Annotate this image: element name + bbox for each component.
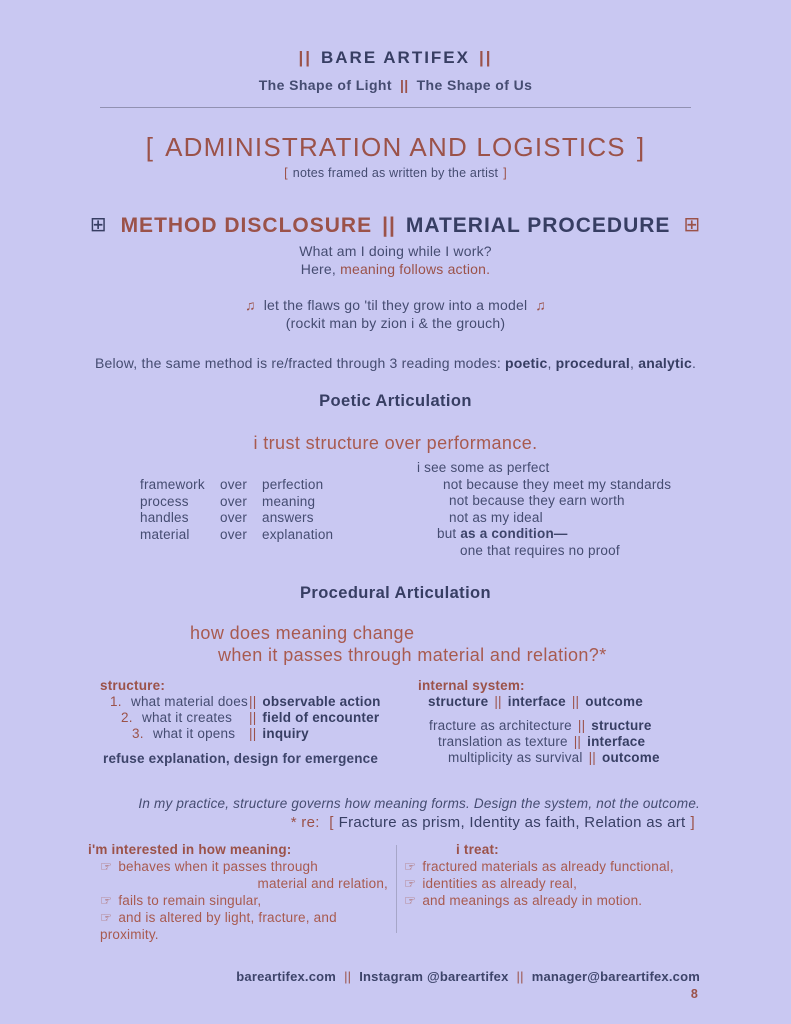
footer-separator: || xyxy=(344,969,352,984)
procedural-question xyxy=(0,623,791,666)
re-label: * re: xyxy=(290,814,320,831)
item-result: inquiry xyxy=(262,726,309,741)
item-text: what it opens xyxy=(153,726,236,741)
internal-system-column xyxy=(418,678,660,766)
header-divider xyxy=(100,107,691,108)
pair-over: over xyxy=(220,493,248,509)
brand-title: BARE ARTIFEX xyxy=(321,48,470,67)
answer-prefix: Here, xyxy=(300,261,336,277)
grid-icon-left: ⊞ xyxy=(89,214,108,236)
verse-line: i see some as perfect xyxy=(417,460,550,475)
comma: , xyxy=(630,355,635,371)
mode-procedural: procedural xyxy=(555,355,631,371)
item-result: field of encounter xyxy=(262,710,380,725)
modes-intro: Below, the same method is re/fracted through 3 reading modes: xyxy=(94,355,501,371)
item-number: 3. xyxy=(132,726,144,741)
treat-item xyxy=(404,875,704,892)
bracket-open: [ xyxy=(145,132,155,162)
pointing-hand-icon: ☞ xyxy=(404,893,417,908)
page-subtitle-text: notes framed as written by the artist xyxy=(292,166,499,180)
procedural-columns xyxy=(0,678,791,782)
re-text: Fracture as prism, Identity as faith, Relation as art xyxy=(338,814,686,831)
bracket-open: [ xyxy=(329,814,334,831)
structure-item xyxy=(121,710,381,726)
pointing-hand-icon: ☞ xyxy=(100,910,113,925)
period: . xyxy=(691,355,697,371)
page-title xyxy=(0,132,791,163)
interest-item xyxy=(88,858,388,875)
closing-columns xyxy=(0,841,791,942)
pipe-separator: || xyxy=(494,694,502,709)
interest-item-text: and is altered by light, fracture, and proximity. xyxy=(100,910,337,942)
pair-over: over xyxy=(220,526,248,542)
internal-row xyxy=(438,734,660,750)
instagram-link[interactable]: Instagram @bareartifex xyxy=(359,969,509,984)
structure-item xyxy=(132,726,381,742)
item-text: what it creates xyxy=(142,710,233,725)
music-note-icon: ♫ xyxy=(535,297,546,313)
treat-heading: i treat: xyxy=(456,842,499,857)
over-pair-row xyxy=(140,477,333,494)
interest-item-continuation: material and relation, xyxy=(257,876,388,891)
comma: , xyxy=(547,355,552,371)
verse-pre: but xyxy=(437,526,457,541)
method-title-right: MATERIAL PROCEDURE xyxy=(405,214,671,237)
pair-over: over xyxy=(220,477,248,492)
method-title-pipe: || xyxy=(382,214,396,237)
pair-left: process xyxy=(140,493,189,509)
brand-subtitle xyxy=(0,77,791,93)
reference-line xyxy=(0,814,700,831)
triad-interface: interface xyxy=(507,694,566,709)
pair-left: handles xyxy=(140,510,189,525)
row-result: structure xyxy=(591,718,652,733)
mode-analytic: analytic xyxy=(638,355,692,371)
lyric-text: let the flaws go 'til they grow into a model xyxy=(263,297,528,313)
pipe-separator: || xyxy=(249,726,257,741)
verse-line: not because they meet my standards xyxy=(443,476,672,492)
structure-column xyxy=(100,678,381,767)
analytic-note xyxy=(0,796,791,831)
row-text: translation as texture xyxy=(438,734,568,749)
item-number: 2. xyxy=(121,710,133,725)
over-pairs-list xyxy=(140,477,333,543)
pointing-hand-icon: ☞ xyxy=(404,876,417,891)
practice-note: In my practice, structure governs how meaning forms. Design the system, not the outcome. xyxy=(138,796,700,811)
treat-column xyxy=(404,841,704,909)
pair-right: meaning xyxy=(262,493,316,509)
procedural-question-l1: how does meaning change xyxy=(190,623,415,643)
subtitle-pipe: || xyxy=(399,77,409,93)
procedural-question-l2: when it passes through material and relation?* xyxy=(218,644,607,665)
interest-column xyxy=(88,841,388,943)
over-pair-row xyxy=(140,494,333,511)
triad-structure: structure xyxy=(428,694,489,709)
poetic-columns xyxy=(0,460,791,564)
poetic-statement: i trust structure over performance. xyxy=(253,433,538,453)
internal-row xyxy=(448,750,660,766)
pair-right: explanation xyxy=(262,526,334,542)
brand-title-line xyxy=(0,0,791,68)
verse-line: one that requires no proof xyxy=(460,542,620,558)
pointing-hand-icon: ☞ xyxy=(100,859,113,874)
triad-outcome: outcome xyxy=(585,694,643,709)
page-title-text: ADMINISTRATION AND LOGISTICS xyxy=(165,132,626,162)
section-title-method xyxy=(0,213,791,238)
contact-footer xyxy=(0,969,791,984)
email-link[interactable]: manager@bareartifex.com xyxy=(531,969,700,984)
pipe-separator: || xyxy=(249,694,257,709)
lyric-line xyxy=(0,296,791,314)
website-link[interactable]: bareartifex.com xyxy=(236,969,337,984)
bracket-close: ] xyxy=(503,166,507,180)
brand-pipe-right: || xyxy=(479,48,493,67)
pipe-separator: || xyxy=(249,710,257,725)
brand-pipe-left: || xyxy=(298,48,312,67)
treat-item-text: and meanings as already in motion. xyxy=(422,893,643,908)
verse-line: not because they earn worth xyxy=(449,493,625,508)
over-pair-row xyxy=(140,527,333,544)
subtitle-left: The Shape of Light xyxy=(258,77,392,93)
treat-item xyxy=(404,858,704,875)
structure-label: structure: xyxy=(100,678,166,693)
pipe-separator: || xyxy=(571,694,580,709)
structure-footer: refuse explanation, design for emergence xyxy=(103,751,379,766)
pair-over: over xyxy=(220,510,248,525)
item-number: 1. xyxy=(110,694,122,709)
page-subtitle xyxy=(0,166,791,180)
row-text: fracture as architecture xyxy=(429,718,572,733)
section-heading-procedural: Procedural Articulation xyxy=(299,584,492,602)
grid-icon-right: ⊞ xyxy=(683,214,702,236)
lyric-credit: (rockit man by zion i & the grouch) xyxy=(285,315,506,331)
triad-line xyxy=(428,694,660,710)
bracket-close: ] xyxy=(690,814,695,831)
pair-right: perfection xyxy=(262,477,324,492)
mode-poetic: poetic xyxy=(505,355,548,371)
row-text: multiplicity as survival xyxy=(448,750,583,765)
pipe-separator: || xyxy=(573,734,582,749)
verse-line: not as my ideal xyxy=(449,509,543,525)
interest-heading: i'm interested in how meaning: xyxy=(88,842,292,857)
perfect-verse xyxy=(417,460,671,559)
pointing-hand-icon: ☞ xyxy=(100,893,113,908)
interest-item-text: behaves when it passes through xyxy=(118,859,318,874)
footer-separator: || xyxy=(516,969,524,984)
row-result: outcome xyxy=(602,750,660,765)
pair-left: framework xyxy=(140,477,205,492)
column-divider xyxy=(396,845,397,933)
interest-item-text: fails to remain singular, xyxy=(118,893,262,908)
structure-item xyxy=(110,694,381,710)
method-question: What am I doing while I work? xyxy=(299,243,492,259)
verse-bold: as a condition— xyxy=(460,526,568,541)
item-text: what material does xyxy=(131,694,248,709)
method-answer xyxy=(0,260,791,278)
internal-row xyxy=(429,718,660,734)
interest-item xyxy=(88,892,388,909)
item-result: observable action xyxy=(262,694,381,709)
interest-item xyxy=(88,909,388,943)
row-result: interface xyxy=(587,734,646,749)
pair-right: answers xyxy=(262,510,314,525)
treat-item xyxy=(404,892,704,909)
treat-item-text: fractured materials as already functional, xyxy=(422,859,674,874)
page-number: 8 xyxy=(690,987,698,1001)
over-pair-row xyxy=(140,510,333,527)
modes-intro-line xyxy=(0,354,791,372)
internal-system-label: internal system: xyxy=(418,678,525,693)
section-heading-poetic: Poetic Articulation xyxy=(319,392,472,410)
subtitle-right: The Shape of Us xyxy=(416,77,533,93)
bracket-close: ] xyxy=(636,132,646,162)
pipe-separator: || xyxy=(577,718,586,733)
pipe-separator: || xyxy=(588,750,597,765)
bracket-open: [ xyxy=(284,166,288,180)
pair-left: material xyxy=(140,526,190,542)
verse-line xyxy=(437,526,671,543)
pointing-hand-icon: ☞ xyxy=(404,859,417,874)
method-title-left: METHOD DISCLOSURE xyxy=(120,214,373,237)
music-note-icon: ♫ xyxy=(244,297,256,313)
treat-item-text: identities as already real, xyxy=(422,876,578,891)
spacer xyxy=(418,710,660,718)
answer-accent: meaning follows action. xyxy=(340,261,491,277)
